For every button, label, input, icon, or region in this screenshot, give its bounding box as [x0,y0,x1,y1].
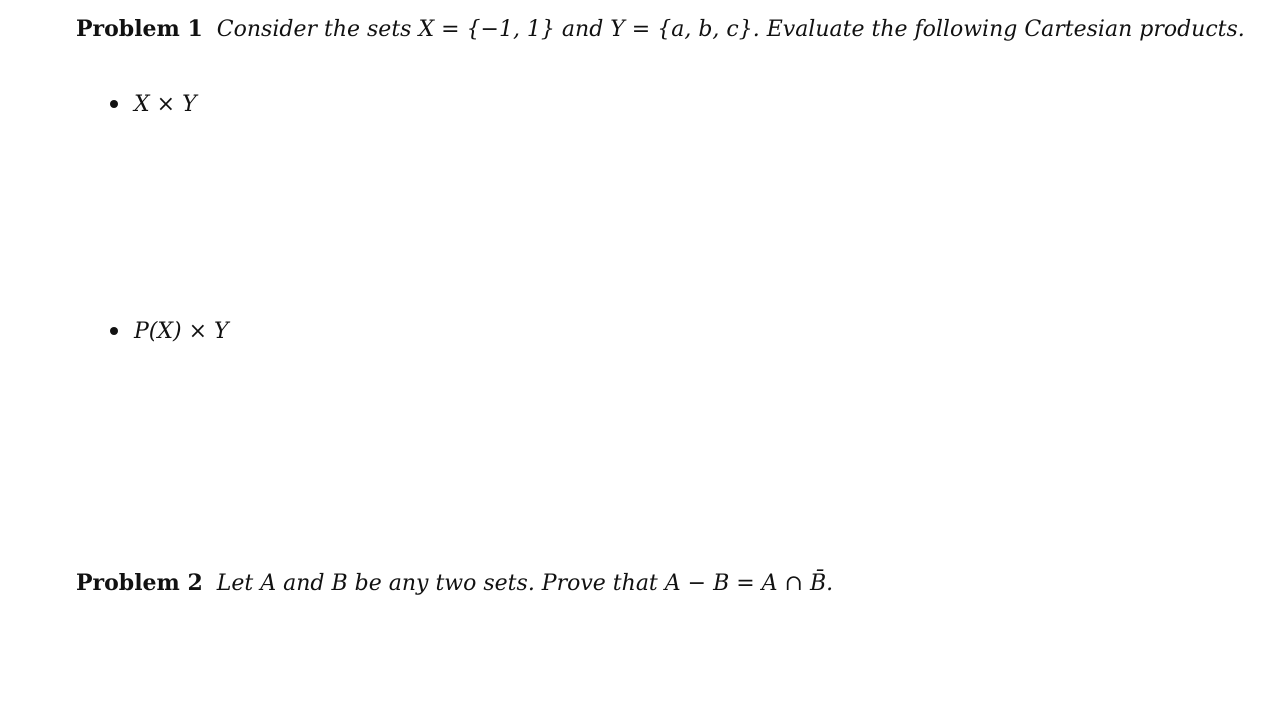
problem-1-label: Problem 1 [76,16,203,42]
problem-1-item-1-text: X × Y [134,92,197,117]
problem-1 [76,15,1245,44]
problem-1-statement: Consider the sets X = {−1, 1} and Y = {a, b, c}. Evaluate the following Cartesian products. [216,17,1245,42]
problem-2-statement: Let A and B be any two sets. Prove that A − B = A ∩ B̄. [216,571,834,596]
problem-2 [76,569,833,598]
problem-1-item-1 [110,91,197,119]
problem-1-item-2 [110,318,229,346]
problem-1-item-2-text: P(X) × Y [134,319,229,344]
bullet-icon [110,100,118,108]
bullet-icon [110,327,118,335]
problem-2-label: Problem 2 [76,570,203,596]
